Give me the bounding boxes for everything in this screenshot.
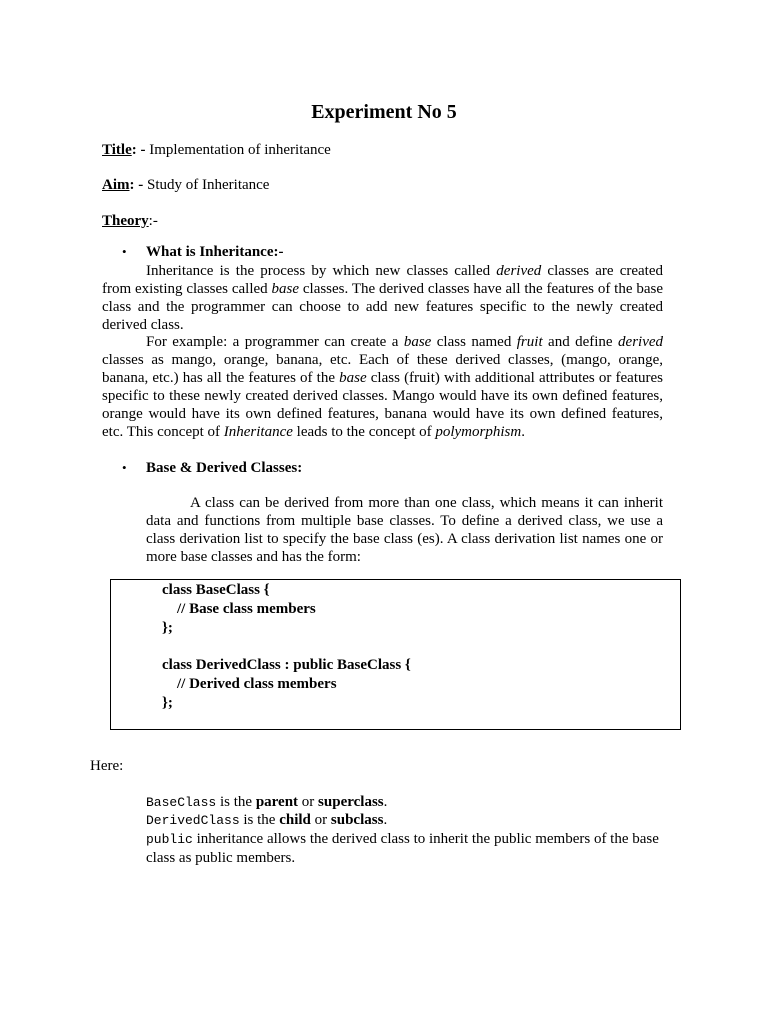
title-field [102,141,331,159]
explanation-line-public: public inheritance allows the derived class to inherit the public members of the base class as public members. [146,831,659,866]
inheritance-paragraph-2: For example: a programmer can create a base class named fruit and define derived classes as mango, orange, banana, etc. Each of these derived classes, (mango, orange, banana, etc.) has all the features of the base class (fruit) with additional attributes or features specific to these newly created derived classes. Mango would have its own defined features, orange would have its own defined features, banana would have its own defined features, etc. This concept of Inheritance leads to the concept of polymorphism. [102,334,664,440]
here-label: Here: [90,758,124,774]
theory-label: Theory [102,213,149,229]
explanation-line-baseclass: BaseClass is the parent or superclass. [146,794,388,810]
bullet-icon: • [122,244,127,259]
aim-label: Aim [102,177,130,193]
bullet-icon: • [122,460,127,475]
theory-separator: :- [148,213,158,229]
code-line: class BaseClass { [162,582,270,598]
base-derived-paragraph: A class can be derived from more than one class, which means it can inherit data and functions from multiple base classes. To define a derived class, we use a class derivation list to specify the base class (es). A class derivation list names one or more base classes and has the form: [146,495,663,565]
code-line: // Base class members [162,601,316,617]
code-line: }; [162,695,173,711]
aim-value: Study of Inheritance [147,177,270,193]
code-line: // Derived class members [162,676,337,692]
inheritance-heading: What is Inheritance:- [146,244,284,260]
code-line: }; [162,620,173,636]
base-derived-heading: Base & Derived Classes: [146,460,303,476]
base-derived-heading-row [102,459,663,477]
title-separator: : - [131,142,150,158]
theory-field [102,212,158,230]
explanation-line-derivedclass: DerivedClass is the child or subclass. [146,812,388,828]
aim-field [102,176,269,194]
title-value: Implementation of inheritance [149,142,331,158]
title-label: Title [102,142,132,158]
inheritance-heading-row [102,243,663,261]
page-title: Experiment No 5 [311,101,457,123]
code-block [110,579,681,730]
code-line: class DerivedClass : public BaseClass { [162,657,411,673]
inheritance-paragraph-1: Inheritance is the process by which new classes called derived classes are created from existing classes called base classes. The derived classes have all the features of the base class and the programmer can choose to add new features specific to the newly created derived class. [102,263,663,333]
aim-separator: : - [129,177,147,193]
